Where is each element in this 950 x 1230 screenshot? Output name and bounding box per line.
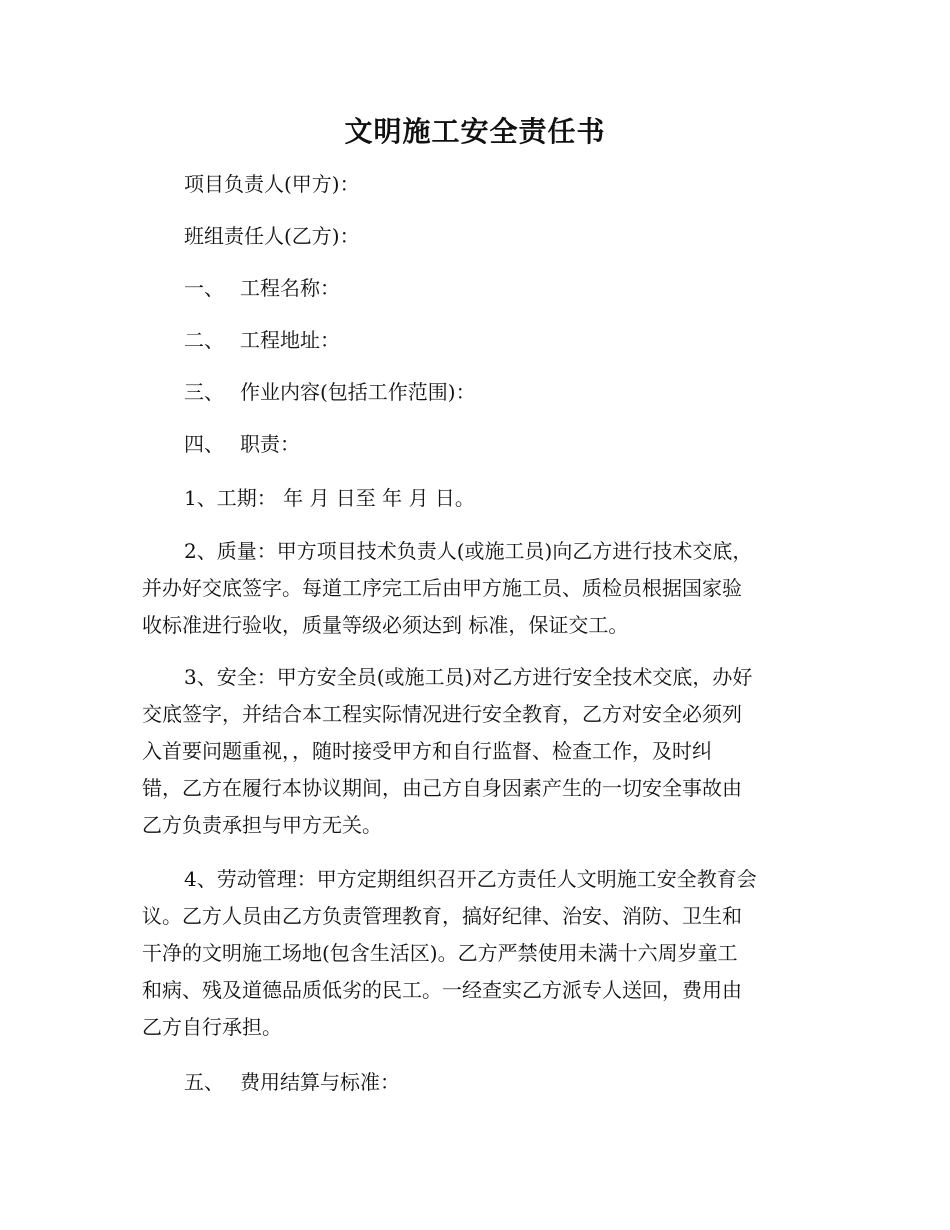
section-project-address xyxy=(184,322,340,358)
paragraph-line: 乙方自行承担。 xyxy=(142,1015,282,1039)
labor-paragraph xyxy=(142,861,808,1046)
section-duties xyxy=(184,426,300,462)
section-text: 作业内容(包括工作范围)： xyxy=(240,380,476,404)
section-work-content xyxy=(184,374,476,410)
paragraph-line: 4、劳动管理：甲方定期组织召开乙方责任人文明施工安全教育会 xyxy=(184,867,757,891)
paragraph-line: 乙方负责承担与甲方无关。 xyxy=(142,813,382,837)
paragraph-line: 收标准进行验收，质量等级必须达到 标准，保证交工。 xyxy=(142,613,629,637)
section-number: 五、 xyxy=(184,1070,224,1094)
section-fee-settlement xyxy=(184,1064,400,1100)
section-text: 工程地址： xyxy=(240,328,340,352)
section-number: 二、 xyxy=(184,328,224,352)
section-text: 工程名称： xyxy=(240,276,340,300)
section-number: 一、 xyxy=(184,276,224,300)
section-number: 四、 xyxy=(184,432,224,456)
section-number: 三、 xyxy=(184,380,224,404)
paragraph-line: 和病、残及道德品质低劣的民工。一经查实乙方派专人送回，费用由 xyxy=(142,978,742,1002)
section-project-name xyxy=(184,270,340,306)
quality-paragraph xyxy=(142,533,808,644)
party-a-line: 项目负责人(甲方)： xyxy=(184,172,360,196)
paragraph-line: 并办好交底签字。每道工序完工后由甲方施工员、质检员根据国家验 xyxy=(142,576,742,600)
paragraph-line: 错，乙方在履行本协议期间，由己方自身因素产生的一切安全事故由 xyxy=(142,776,742,800)
paragraph-line: 干净的文明施工场地(包含生活区)。乙方严禁使用未满十六周岁童工 xyxy=(142,941,738,965)
paragraph-line: 议。乙方人员由乙方负责管理教育，搞好纪律、治安、消防、卫生和 xyxy=(142,904,742,928)
paragraph-line: 2、质量：甲方项目技术负责人(或施工员)向乙方进行技术交底， xyxy=(184,539,753,563)
document-title: 文明施工安全责任书 xyxy=(344,115,606,148)
paragraph-line: 交底签字，并结合本工程实际情况进行安全教育，乙方对安全必须列 xyxy=(142,702,742,726)
safety-paragraph xyxy=(142,659,808,844)
paragraph-line: 3、安全：甲方安全员(或施工员)对乙方进行安全技术交底，办好 xyxy=(184,665,753,689)
section-text: 费用结算与标准： xyxy=(240,1070,400,1094)
party-b-line: 班组责任人(乙方)： xyxy=(184,224,360,248)
paragraph-line: 入首要问题重视，，随时接受甲方和自行监督、检查工作，及时纠 xyxy=(142,739,712,763)
section-text: 职责： xyxy=(240,432,300,456)
period-line: 1、工期： 年 月 日至 年 月 日。 xyxy=(184,486,475,510)
